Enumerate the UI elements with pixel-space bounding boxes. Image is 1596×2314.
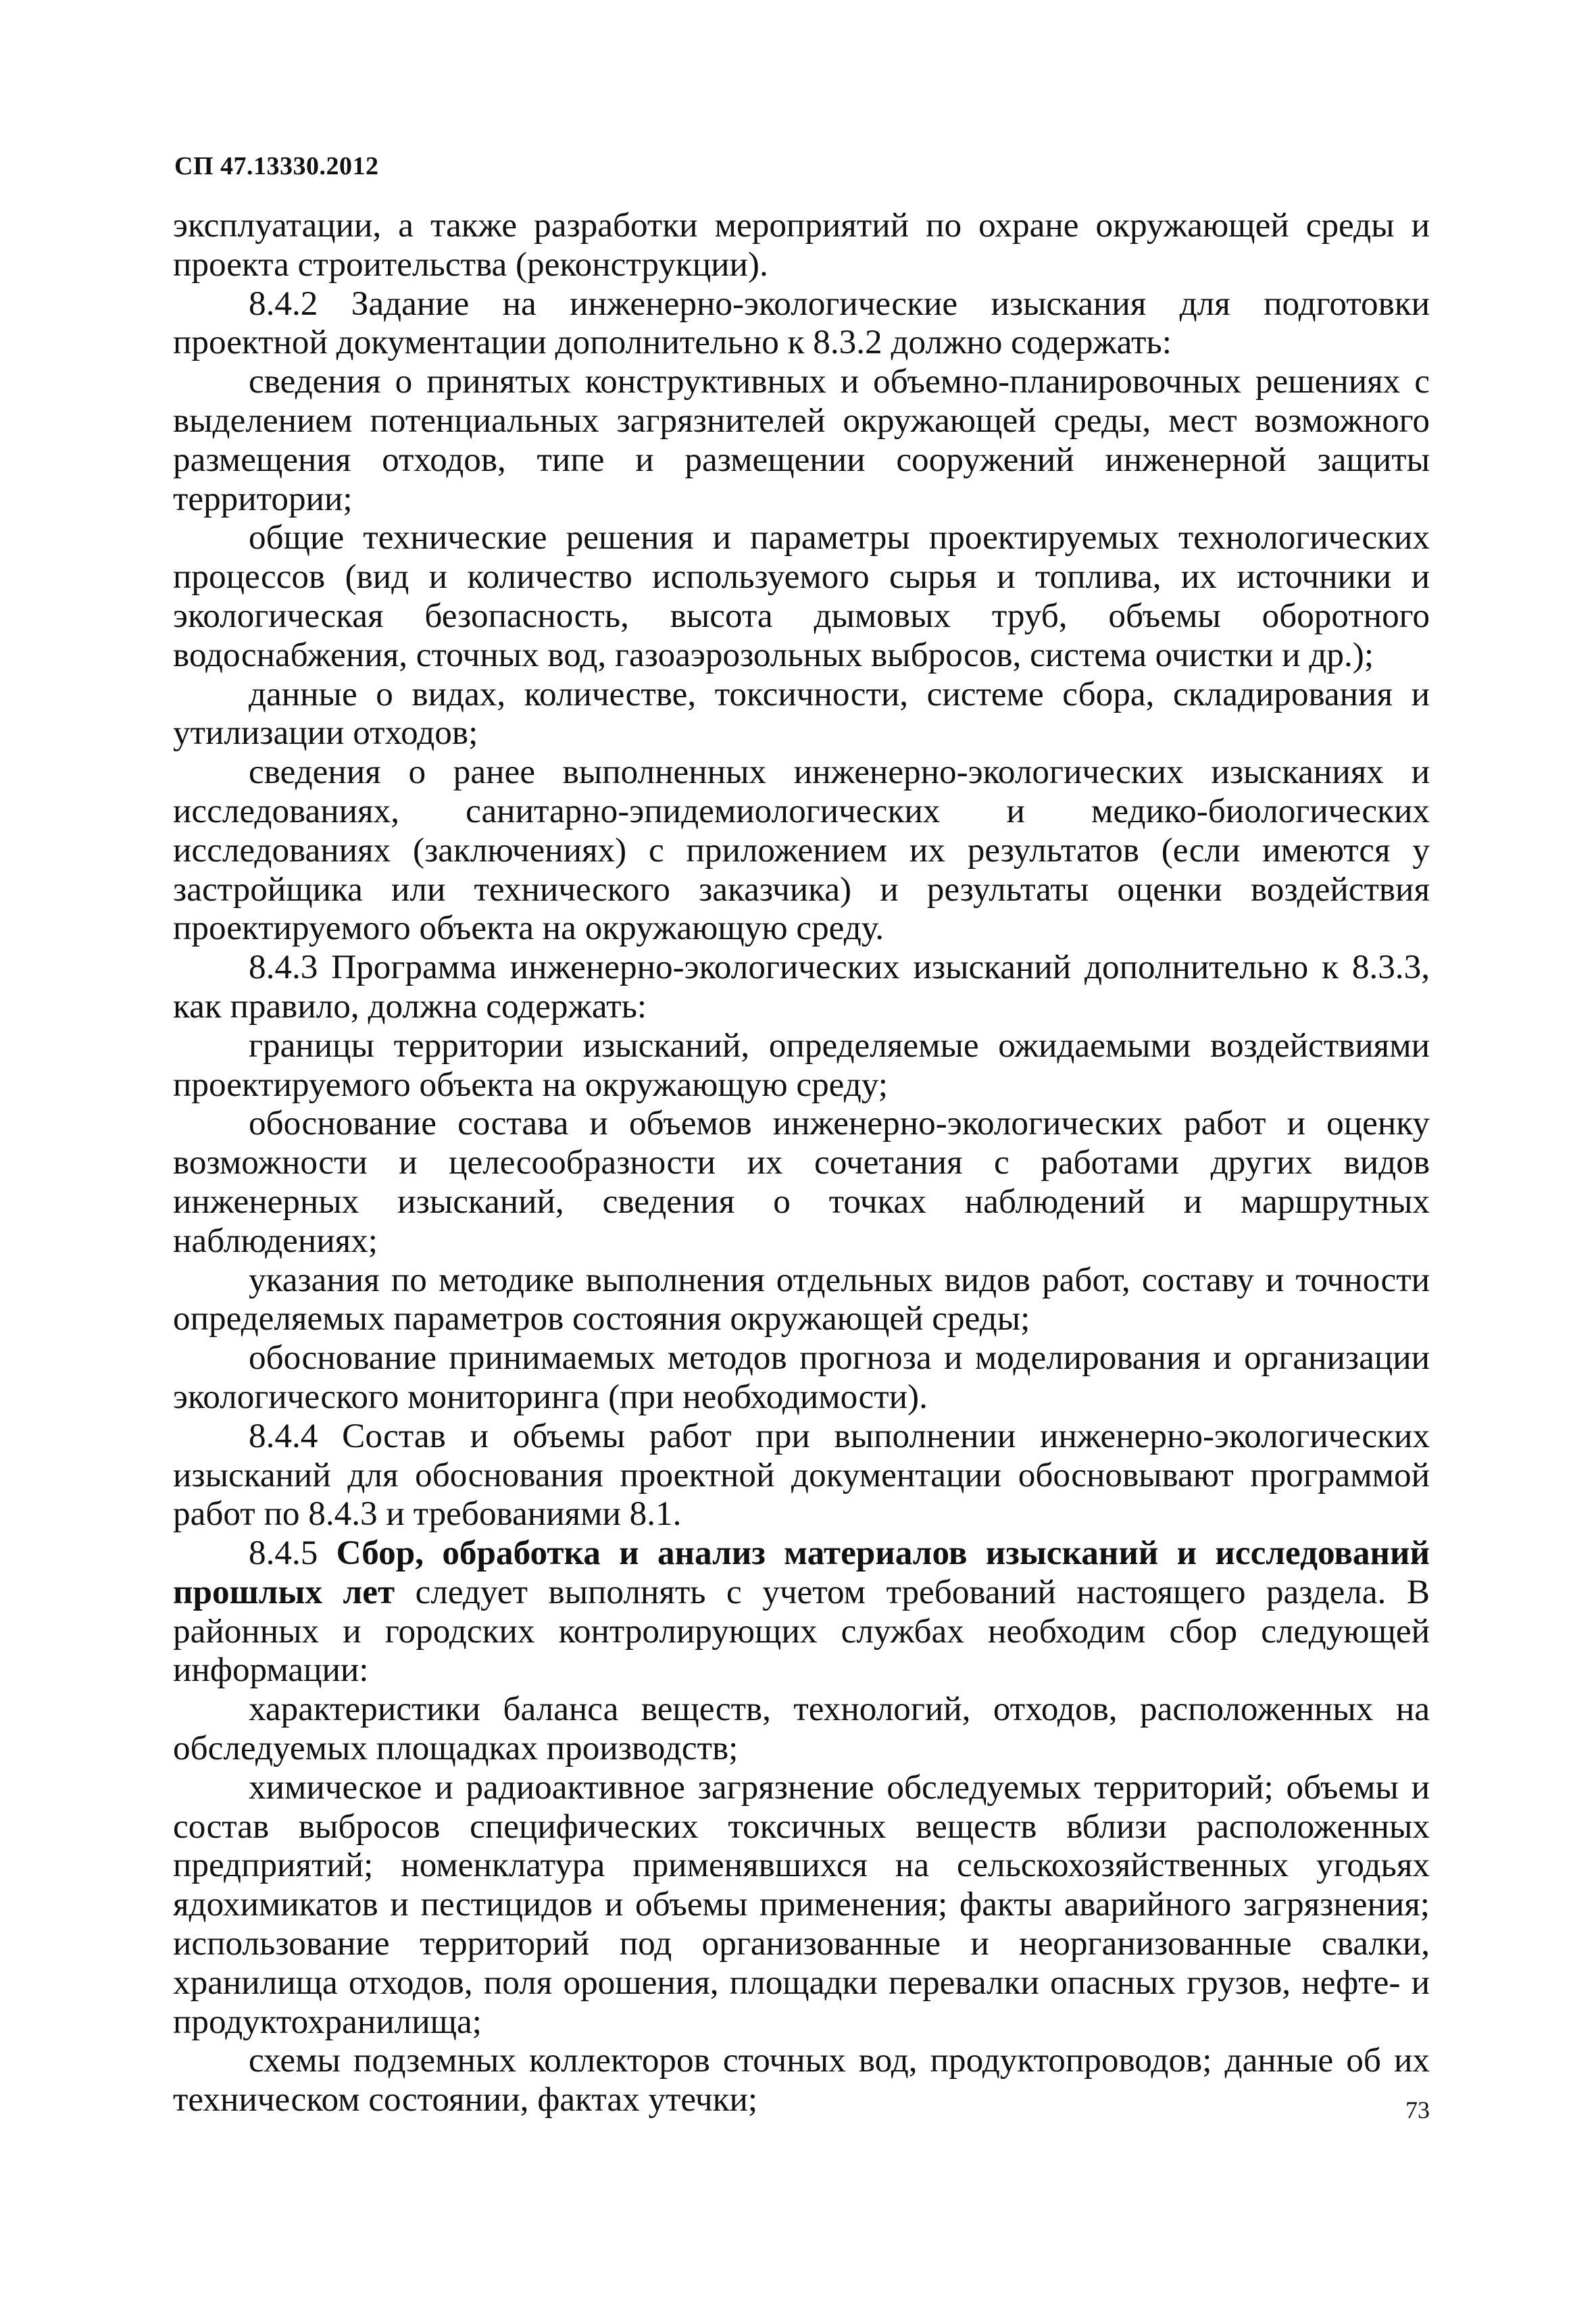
paragraph: обоснование состава и объемов инженерно-экологических работ и оценку возможности и целесообразности их сочетания с работами других видов инженерных изысканий, сведения о точках наблюдений и маршрутных наблюдениях; (173, 1104, 1430, 1260)
paragraph: обоснование принимаемых методов прогноза и моделирования и организации экологического мониторинга (при необходимости). (173, 1338, 1430, 1416)
paragraph: сведения о ранее выполненных инженерно-экологических изысканиях и исследованиях, санитарно-эпидемиологических и медико-биологических исследованиях (заключениях) с приложением их результатов (если имеются у застройщика или технического заказчика) и результаты оценки воздействия проектируемого объекта на окружающую среду. (173, 753, 1430, 948)
paragraph: данные о видах, количестве, токсичности, системе сбора, складирования и утилизации отходов; (173, 674, 1430, 753)
bold-heading: Сбор, обработка и анализ материалов изысканий и исследований прошлых лет (173, 1534, 1430, 1611)
paragraph: характеристики баланса веществ, технологий, отходов, расположенных на обследуемых площадках производств; (173, 1690, 1430, 1768)
paragraph: 8.4.3 Программа инженерно-экологических изысканий дополнительно к 8.3.3, как правило, должна содержать: (173, 948, 1430, 1026)
paragraph: химическое и радиоактивное загрязнение обследуемых территорий; объемы и состав выбросов специфических токсичных веществ вблизи расположенных предприятий; номенклатура применявшихся на сельскохозяйственных угодьях ядохимикатов и пестицидов и объемы применения; факты аварийного загрязнения; использование территорий под организованные и неорганизованные свалки, хранилища отходов, поля орошения, площадки перевалки опасных грузов, нефте- и продуктохранилища; (173, 1767, 1430, 2041)
paragraph: сведения о принятых конструктивных и объемно-планировочных решениях с выделением потенциальных загрязнителей окружающей среды, мест возможного размещения отходов, типе и размещении сооружений инженерной защиты территории; (173, 362, 1430, 518)
paragraph: указания по методике выполнения отдельных видов работ, составу и точности определяемых параметров состояния окружающей среды; (173, 1260, 1430, 1338)
paragraph: 8.4.2 Задание на инженерно-экологические изыскания для подготовки проектной документации дополнительно к 8.3.2 должно содержать: (173, 284, 1430, 362)
paragraph: 8.4.4 Состав и объемы работ при выполнении инженерно-экологических изысканий для обоснования проектной документации обосновывают программой работ по 8.4.3 и требованиями 8.1. (173, 1416, 1430, 1534)
paragraph: эксплуатации, а также разработки мероприятий по охране окружающей среды и проекта строительства (реконструкции). (173, 206, 1430, 284)
page-number: 73 (1405, 2096, 1430, 2123)
document-body (173, 206, 1430, 2119)
paragraph: схемы подземных коллекторов сточных вод, продуктопроводов; данные об их техническом состоянии, фактах утечки; (173, 2041, 1430, 2119)
paragraph-with-bold-heading (173, 1534, 1430, 1690)
paragraph: границы территории изысканий, определяемые ожидаемыми воздействиями проектируемого объекта на окружающую среду; (173, 1026, 1430, 1104)
document-header: СП 47.13330.2012 (174, 152, 379, 180)
paragraph-number: 8.4.5 (249, 1534, 336, 1573)
paragraph-text: следует выполнять с учетом требований настоящего раздела. В районных и городских контролирующих службах необходим сбор следующей информации: (173, 1572, 1430, 1690)
paragraph: общие технические решения и параметры проектируемых технологических процессов (вид и количество используемого сырья и топлива, их источники и экологическая безопасность, высота дымовых труб, объемы оборотного водоснабжения, сточных вод, газоаэрозольных выбросов, система очистки и др.); (173, 518, 1430, 674)
